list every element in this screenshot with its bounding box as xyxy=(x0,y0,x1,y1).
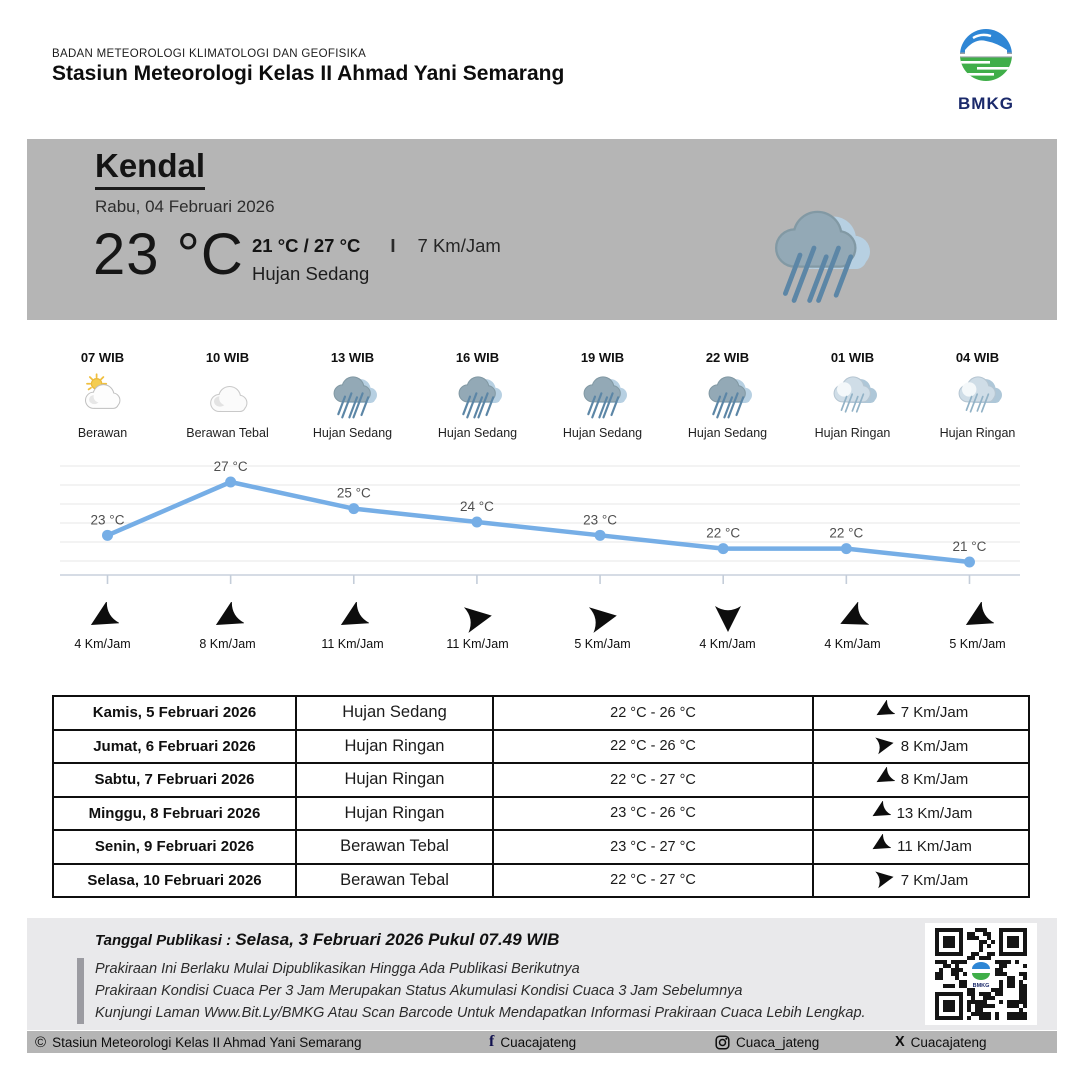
hourly-forecast-item xyxy=(290,350,415,440)
current-condition: Hujan Sedang xyxy=(252,263,370,284)
wind-direction-icon xyxy=(962,598,994,634)
footer-note: Kunjungi Laman Www.Bit.Ly/BMKG Atau Scan Barcode Untuk Mendapatkan Informasi Prakiraan Cuaca Lebih Lengkap. xyxy=(95,1005,866,1021)
svg-text:24 °C: 24 °C xyxy=(459,498,494,514)
wind-item xyxy=(290,598,415,651)
weather-icon xyxy=(204,370,252,422)
wind-item xyxy=(665,598,790,651)
weather-icon xyxy=(704,370,752,422)
copyright-item xyxy=(35,1031,362,1053)
daily-temp-range: 22 °C - 27 °C xyxy=(493,763,813,797)
wind-speed-label: 5 Km/Jam xyxy=(574,637,631,651)
daily-temp-range: 22 °C - 26 °C xyxy=(493,696,813,730)
hourly-time: 16 WIB xyxy=(455,350,500,365)
footer-notes xyxy=(95,958,866,1024)
current-wind-speed: 7 Km/Jam xyxy=(417,235,501,256)
footer-note: Prakiraan Kondisi Cuaca Per 3 Jam Merupakan Status Akumulasi Kondisi Cuaca 3 Jam Sebelumnya xyxy=(95,983,743,999)
publication-line xyxy=(95,930,559,950)
wind-direction-icon xyxy=(212,598,244,634)
svg-text:23 °C: 23 °C xyxy=(583,512,618,528)
footer-note: Prakiraan Ini Berlaku Mulai Dipublikasikan Hingga Ada Publikasi Berikutnya xyxy=(95,961,580,977)
wind-item xyxy=(165,598,290,651)
daily-wind: 13 Km/Jam xyxy=(813,797,1029,831)
hourly-condition: Hujan Ringan xyxy=(939,426,1016,440)
wind-direction-icon xyxy=(462,598,494,634)
weather-icon xyxy=(454,370,502,422)
hourly-condition: Hujan Sedang xyxy=(562,426,643,440)
daily-date: Jumat, 6 Februari 2026 xyxy=(53,730,296,764)
table-row xyxy=(53,797,1029,831)
wind-speed-label: 4 Km/Jam xyxy=(74,637,131,651)
copyright-station: Stasiun Meteorologi Kelas II Ahmad Yani Semarang xyxy=(52,1034,362,1050)
wind-direction-icon xyxy=(870,834,891,859)
wind-direction-icon xyxy=(587,598,619,634)
daily-condition: Hujan Ringan xyxy=(296,797,493,831)
daily-date: Minggu, 8 Februari 2026 xyxy=(53,797,296,831)
daily-temp-range: 23 °C - 27 °C xyxy=(493,830,813,864)
table-row xyxy=(53,864,1029,898)
station-name: Stasiun Meteorologi Kelas II Ahmad Yani Semarang xyxy=(52,62,565,85)
hourly-condition: Berawan xyxy=(77,426,128,440)
wind-item xyxy=(540,598,665,651)
current-weather-icon xyxy=(765,199,870,314)
wind-direction-icon xyxy=(837,598,869,634)
weather-icon xyxy=(829,370,877,422)
hourly-time: 19 WIB xyxy=(580,350,625,365)
publication-label: Tanggal Publikasi : xyxy=(95,932,236,949)
temp-range: 21 °C / 27 °C xyxy=(252,235,361,256)
svg-text:22 °C: 22 °C xyxy=(829,525,864,541)
footer-accent-bar xyxy=(77,958,84,1024)
svg-text:22 °C: 22 °C xyxy=(706,525,741,541)
wind-direction-icon xyxy=(712,598,744,634)
table-row xyxy=(53,696,1029,730)
table-row xyxy=(53,830,1029,864)
agency-name: BADAN METEOROLOGI KLIMATOLOGI DAN GEOFISIKA xyxy=(52,48,367,60)
hourly-condition: Hujan Ringan xyxy=(814,426,891,440)
daily-condition: Hujan Sedang xyxy=(296,696,493,730)
hourly-condition: Hujan Sedang xyxy=(687,426,768,440)
daily-date: Kamis, 5 Februari 2026 xyxy=(53,696,296,730)
hourly-time: 22 WIB xyxy=(705,350,750,365)
temperature-chart xyxy=(60,456,1020,597)
hourly-forecast-item xyxy=(40,350,165,440)
wind-direction-icon xyxy=(870,801,891,826)
bmkg-logo xyxy=(946,26,1026,114)
hourly-condition: Hujan Sedang xyxy=(312,426,393,440)
bmkg-logo-label: BMKG xyxy=(958,94,1014,113)
weather-icon xyxy=(79,370,127,422)
current-temperature: 23 °C xyxy=(93,222,244,287)
daily-temp-range: 22 °C - 26 °C xyxy=(493,730,813,764)
banner-details xyxy=(252,235,501,257)
city-name: Kendal xyxy=(95,147,205,190)
hourly-time: 01 WIB xyxy=(830,350,875,365)
daily-date: Senin, 9 Februari 2026 xyxy=(53,830,296,864)
hourly-forecast-item xyxy=(790,350,915,440)
wind-row xyxy=(40,598,1040,651)
hourly-time: 13 WIB xyxy=(330,350,375,365)
hourly-forecast-item xyxy=(540,350,665,440)
wind-item xyxy=(790,598,915,651)
wind-speed-label: 11 Km/Jam xyxy=(321,637,384,651)
facebook-icon: f xyxy=(489,1033,495,1050)
weather-icon xyxy=(954,370,1002,422)
hourly-time: 10 WIB xyxy=(205,350,250,365)
x-icon: X xyxy=(895,1034,905,1050)
copyright-icon: © xyxy=(35,1033,47,1051)
wind-direction-icon xyxy=(874,734,895,759)
hourly-forecast-item xyxy=(915,350,1040,440)
bmkg-logo-icon xyxy=(955,26,1017,88)
separator: I xyxy=(390,235,396,256)
daily-date: Selasa, 10 Februari 2026 xyxy=(53,864,296,898)
daily-condition: Berawan Tebal xyxy=(296,864,493,898)
wind-item xyxy=(40,598,165,651)
facebook-item xyxy=(489,1031,576,1053)
table-row xyxy=(53,763,1029,797)
hourly-forecast-item xyxy=(665,350,790,440)
wind-item xyxy=(415,598,540,651)
daily-temp-range: 22 °C - 27 °C xyxy=(493,864,813,898)
wind-speed-label: 11 Km/Jam xyxy=(446,637,509,651)
weather-icon xyxy=(329,370,377,422)
wind-speed-label: 4 Km/Jam xyxy=(699,637,756,651)
daily-date: Sabtu, 7 Februari 2026 xyxy=(53,763,296,797)
daily-forecast-table xyxy=(52,695,1030,898)
hourly-condition: Berawan Tebal xyxy=(186,426,269,440)
table-row xyxy=(53,730,1029,764)
wind-direction-icon xyxy=(874,767,895,792)
daily-wind: 8 Km/Jam xyxy=(813,763,1029,797)
hourly-forecast-item xyxy=(415,350,540,440)
publication-footer xyxy=(27,918,1057,1030)
wind-direction-icon xyxy=(337,598,369,634)
svg-text:23 °C: 23 °C xyxy=(90,512,125,528)
weather-icon xyxy=(579,370,627,422)
bottom-bar xyxy=(27,1031,1057,1053)
banner-date: Rabu, 04 Februari 2026 xyxy=(95,197,275,216)
publication-value: Selasa, 3 Februari 2026 Pukul 07.49 WIB xyxy=(235,930,560,949)
svg-text:25 °C: 25 °C xyxy=(336,485,371,501)
wind-direction-icon xyxy=(87,598,119,634)
wind-direction-icon xyxy=(874,868,895,893)
wind-speed-label: 8 Km/Jam xyxy=(199,637,256,651)
hourly-time: 04 WIB xyxy=(955,350,1000,365)
twitter-item xyxy=(895,1031,986,1053)
daily-wind: 7 Km/Jam xyxy=(813,696,1029,730)
hourly-condition: Hujan Sedang xyxy=(437,426,518,440)
twitter-handle: Cuacajateng xyxy=(910,1034,987,1050)
daily-condition: Hujan Ringan xyxy=(296,763,493,797)
instagram-item xyxy=(715,1031,819,1053)
instagram-handle: Cuaca_jateng xyxy=(736,1034,820,1050)
instagram-icon xyxy=(715,1035,730,1050)
wind-direction-icon xyxy=(874,700,895,725)
qr-code xyxy=(925,923,1037,1025)
wind-item xyxy=(915,598,1040,651)
daily-condition: Hujan Ringan xyxy=(296,730,493,764)
daily-wind: 11 Km/Jam xyxy=(813,830,1029,864)
daily-condition: Berawan Tebal xyxy=(296,830,493,864)
svg-text:21 °C: 21 °C xyxy=(952,538,987,554)
daily-wind: 7 Km/Jam xyxy=(813,864,1029,898)
current-weather-banner xyxy=(27,139,1057,320)
daily-temp-range: 23 °C - 26 °C xyxy=(493,797,813,831)
hourly-forecast-row xyxy=(40,350,1040,440)
hourly-forecast-item xyxy=(165,350,290,440)
facebook-handle: Cuacajateng xyxy=(500,1034,577,1050)
daily-wind: 8 Km/Jam xyxy=(813,730,1029,764)
svg-text:BMKG: BMKG xyxy=(972,983,990,989)
hourly-time: 07 WIB xyxy=(80,350,125,365)
wind-speed-label: 5 Km/Jam xyxy=(949,637,1006,651)
wind-speed-label: 4 Km/Jam xyxy=(824,637,881,651)
svg-text:27 °C: 27 °C xyxy=(213,459,248,474)
